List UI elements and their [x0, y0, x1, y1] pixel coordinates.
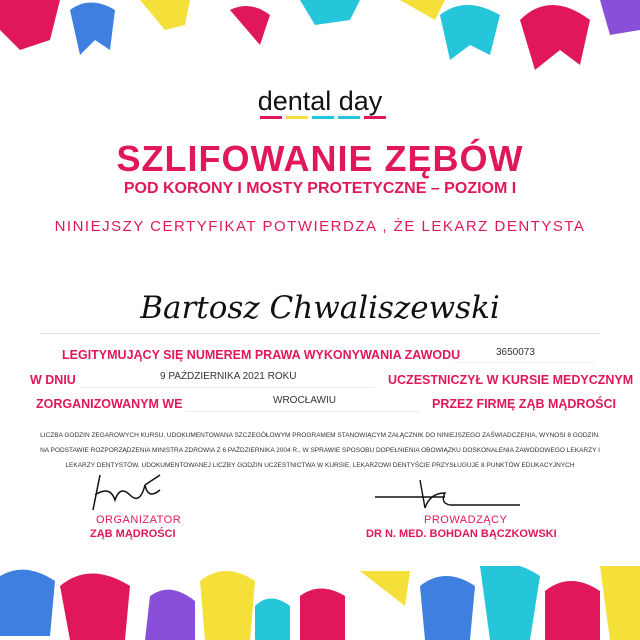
certificate-title: SZLIFOWANIE ZĘBÓW	[116, 138, 524, 179]
organizer-signature-icon	[85, 470, 185, 515]
tooth-pattern-icon	[0, 566, 640, 640]
logo-color-bar	[260, 116, 386, 119]
organized-label: ZORGANIZOWANYM WE	[36, 397, 183, 411]
participant-name: Bartosz Chwaliszewski	[140, 290, 500, 326]
date-value: 9 PAŹDZIERNIKA 2021 ROKU	[160, 371, 297, 382]
decorative-tooth-border-bottom	[0, 566, 640, 640]
lead-role: PROWADZĄCY	[424, 514, 508, 526]
participated-label: UCZESTNICZYŁ W KURSIE MEDYCZNYM	[388, 373, 634, 387]
place-value: WROCŁAWIU	[273, 395, 336, 406]
license-value: 3650073	[496, 347, 535, 358]
fine-print-line: LICZBA GODZIN ZEGAROWYCH KURSU, UDOKUMENTOWANA SZCZEGÓŁOWYM PROGRAMEM STANOWIĄCYM ZAŁĄCZNIK DO NINIEJSZEGO ZAŚWIADCZENIA, WYNOSI 8 GODZIN.	[40, 432, 600, 439]
company-label: PRZEZ FIRMĘ ZĄB MĄDROŚCI	[432, 397, 617, 411]
license-label: LEGITYMUJĄCY SIĘ NUMEREM PRAWA WYKONYWANIA ZAWODU	[62, 348, 461, 362]
fine-print-line: LEKARZY DENTYSTÓW, UDOKUMENTOWANEJ LICZBY GODZIN UCZESTNICTWA W KURSIE, LEKARZOWI DENTYŚCIE PRZYSŁUGUJE 8 PUNKTÓW EDUKACYJNYCH	[65, 462, 575, 469]
lead-signature-icon	[370, 475, 530, 515]
dental-day-logo: dental day	[257, 86, 383, 116]
fine-print-line: NA PODSTAWIE ROZPORZĄDZENIA MINISTRA ZDROWIA Z 6 PAŹDZIERNIKA 2004 R., W SPRAWIE SPOSOBU DOPEŁNIENIA OBOWIĄZKU DOSKONALENIA ZAWODOWEGO LEKARZY I	[40, 447, 600, 454]
certificate-subtitle: POD KORONY I MOSTY PROTETYCZNE – POZIOM I	[123, 180, 517, 197]
lead-name: DR N. MED. BOHDAN BĄCZKOWSKI	[366, 528, 557, 540]
date-label: W DNIU	[30, 373, 76, 387]
certificate-intro: NINIEJSZY CERTYFIKAT POTWIERDZA , ŻE LEKARZ DENTYSTA	[54, 218, 586, 235]
organizer-role: ORGANIZATOR	[96, 514, 182, 526]
fine-print	[0, 428, 640, 473]
decorative-tooth-border-top	[0, 0, 640, 70]
tooth-pattern-icon	[0, 0, 640, 70]
organizer-name: ZĄB MĄDROŚCI	[90, 528, 176, 540]
